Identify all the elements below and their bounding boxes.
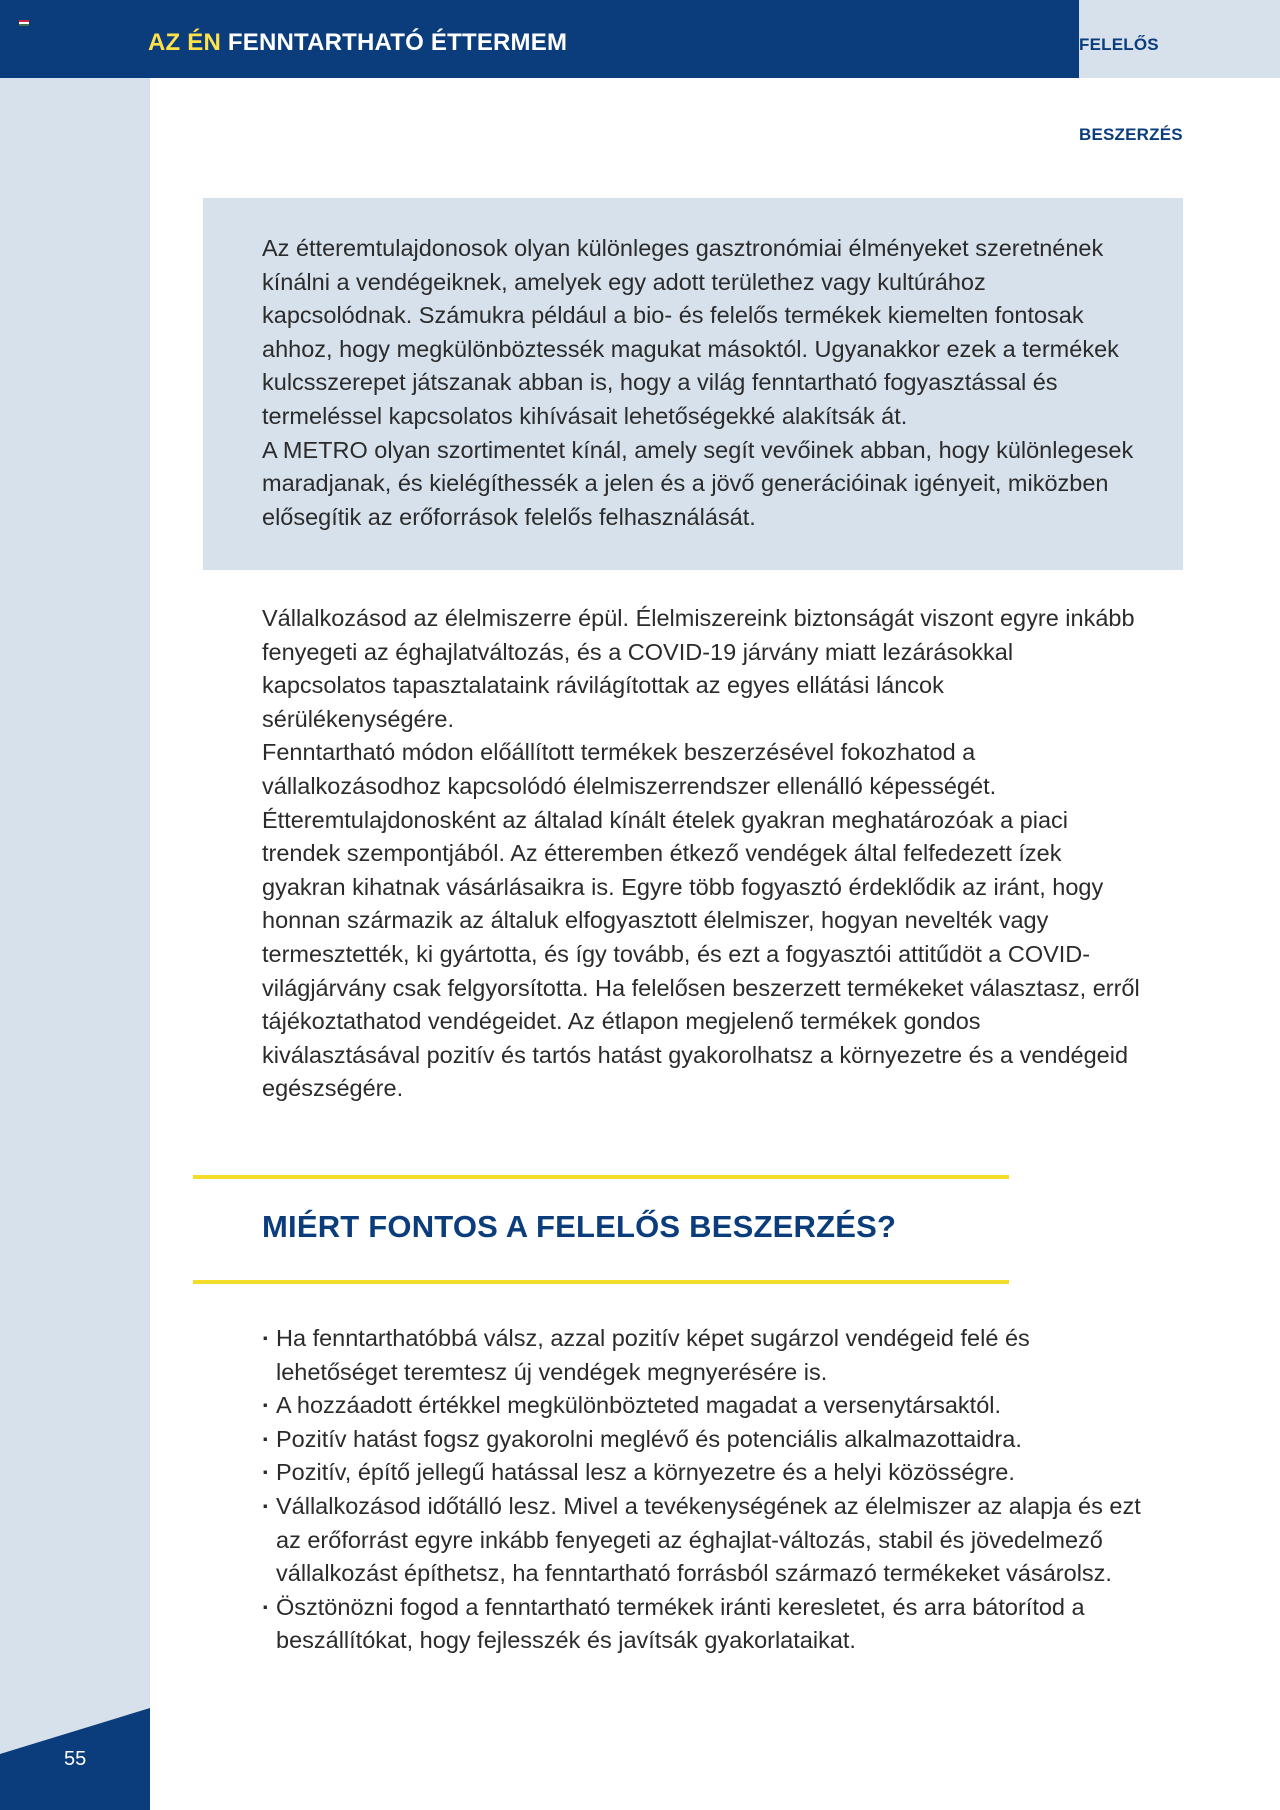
body-paragraph: Fenntartható módon előállított termékek beszerzésével fokozhatod a vállalkozásodhoz kapcsolódó élelmiszerrendszer ellenálló képességét. <box>262 739 997 799</box>
section-heading: MIÉRT FONTOS A FELELŐS BESZERZÉS? <box>262 1209 897 1244</box>
section-label: FELELŐS BESZERZÉS <box>1079 35 1183 144</box>
callout-paragraph: A METRO olyan szortimentet kínál, amely segít vevőinek abban, hogy különlegesek maradjanak, és kielégíthessék a jelen és a jövő generációinak igényeit, miközben elősegítik az erőforrások felelős felhasználását. <box>262 436 1134 530</box>
heading-rule-top <box>193 1175 1009 1179</box>
section-label-box <box>1079 0 1280 144</box>
benefits-list <box>262 1322 1142 1658</box>
list-item: · Pozitív hatást fogsz gyakorolni meglévő és potenciális alkalmazottaidra. <box>262 1423 1142 1457</box>
body-paragraph: Vállalkozásod az élelmiszerre épül. Élelmiszereink biztonságát viszont egyre inkább fenyegeti az éghajlatváltozás, és a COVID-19 járvány miatt lezárásokkal kapcsolatos tapasztalataink rávilágítottak az egyes ellátási láncok sérülékenységére. <box>262 605 1135 732</box>
page-header <box>0 0 1280 144</box>
list-item: · A hozzáadott értékkel megkülönbözteted magadat a versenytársaktól. <box>262 1389 1142 1423</box>
body-paragraph: Étteremtulajdonosként az általad kínált ételek gyakran meghatározóak a piaci trendek szempontjából. Az étteremben étkező vendégek által felfedezett ízek gyakran kihatnak vásárlásaikra is. Egyre több fogyasztó érdeklődik az iránt, hogy honnan származik az általuk elfogyasztott élelmiszer, hogyan nevelték vagy termesztették, ki gyártotta, és így tovább, és ezt a fogyasztói attitűdöt a COVID-világjárvány csak felgyorsította. Ha felelősen beszerzett termékeket választasz, erről tájékoztathatod vendégeidet. Az étlapon megjelenő termékek gondos kiválasztásával pozitív és tartós hatást gyakorolhatsz a környezetre és a vendégeid egészségére. <box>262 806 1140 1102</box>
page-number: 55 <box>64 1748 87 1770</box>
intro-callout-box <box>203 198 1183 570</box>
hungarian-flag-icon <box>19 20 29 26</box>
list-item: · Ösztönözni fogod a fenntartható termékek iránti keresletet, és arra bátorítod a beszállítókat, hogy fejlesszék és javítsák gyakorlataikat. <box>262 1591 1142 1658</box>
list-item: · Vállalkozásod időtálló lesz. Mivel a tevékenységének az élelmiszer az alapja és ezt az erőforrást egyre inkább fenyegeti az éghajlat-változás, stabil és jövedelmező vállalkozást építhetsz, ha fenntartható forrásból származó termékeket vásárolsz. <box>262 1490 1142 1591</box>
header-title-accent: AZ ÉN <box>148 29 221 56</box>
header-title-rest: FENNTARTHATÓ ÉTTERMEM <box>227 29 568 56</box>
callout-text <box>262 232 1142 534</box>
left-sidebar-band <box>0 78 150 1810</box>
list-item: · Ha fenntarthatóbbá válsz, azzal pozitív képet sugárzol vendégeid felé és lehetőséget teremtesz új vendégek megnyerésére is. <box>262 1322 1142 1389</box>
header-title <box>148 0 567 78</box>
callout-paragraph: Az étteremtulajdonosok olyan különleges gasztronómiai élményeket szeretnének kínálni a vendégeiknek, amelyek egy adott területhez vagy kultúrához kapcsolódnak. Számukra például a bio- és felelős termékek kiemelten fontosak ahhoz, hogy megkülönböztessék magukat másoktól. Ugyanakkor ezek a termékek kulcsszerepet játszanak abban is, hogy a világ fenntartható fogyasztással és termeléssel kapcsolatos kihívásait lehetőségekké alakítsák át. <box>262 235 1119 429</box>
list-item: · Pozitív, építő jellegű hatással lesz a környezetre és a helyi közösségre. <box>262 1456 1142 1490</box>
body-text <box>262 602 1142 1106</box>
flag-stripe-green <box>19 24 29 26</box>
heading-rule-bottom <box>193 1280 1009 1284</box>
